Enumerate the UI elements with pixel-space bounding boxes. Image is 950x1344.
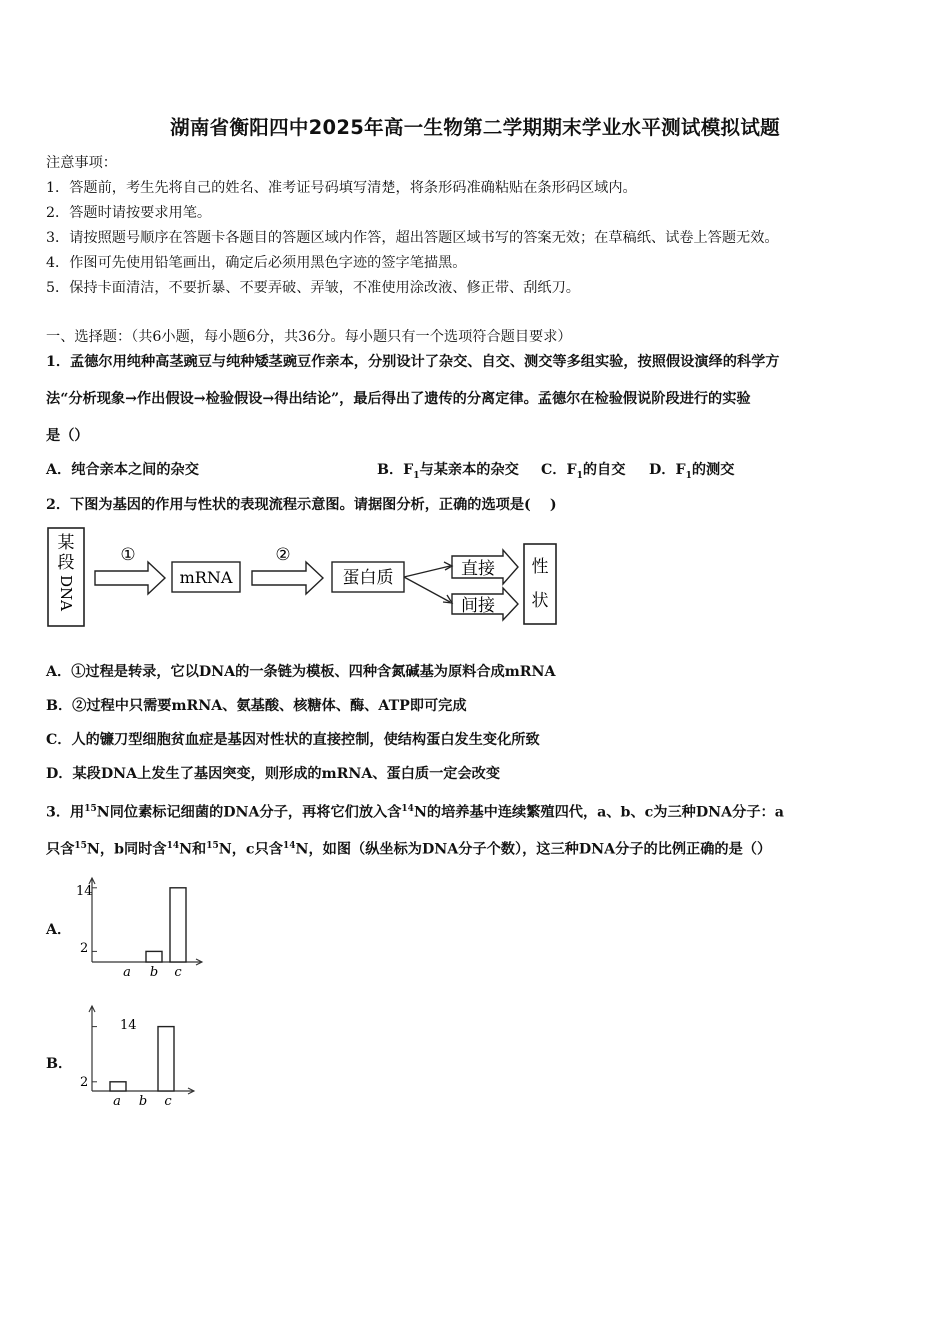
direct-label: 直接 bbox=[461, 559, 495, 579]
bar-b bbox=[146, 951, 162, 962]
note-item: 5．保持卡面清洁，不要折暴、不要弄破、弄皱，不准使用涂改液、修正带、刮纸刀。 bbox=[46, 280, 580, 296]
note-item: 3．请按照题号顺序在答题卡各题目的答题区域内作答，超出答题区域书写的答案无效；在草稿纸、试卷上答题无效。 bbox=[46, 230, 779, 246]
x-tick-label: c bbox=[164, 1094, 172, 1109]
x-tick-label: a bbox=[113, 1094, 121, 1109]
branch-indirect bbox=[404, 577, 450, 602]
bar-a bbox=[110, 1082, 126, 1091]
q3-stem-line2: 只含$^{15}$N，b同时含$^{14}$N和$^{15}$N，c只含$^{14}$N，如图（纵坐标为DNA分子个数），这三种DNA分子的比例正确的是（） bbox=[46, 841, 772, 858]
note-item: 4．作图可先使用铅笔画出，确定后必须用黑色字迹的签字笔描黑。 bbox=[46, 255, 467, 271]
q3-option-a-label: A． bbox=[46, 922, 72, 938]
protein-label: 蛋白质 bbox=[342, 568, 394, 588]
y-tick-label: 2 bbox=[80, 941, 89, 956]
dna-label-2: 段 bbox=[57, 553, 75, 573]
y-tick-label: 14 bbox=[76, 884, 93, 899]
chart-option-a bbox=[70, 872, 210, 982]
chart-option-b bbox=[70, 1002, 210, 1114]
page-title: 湖南省衡阳四中2025年高一生物第二学期期末学业水平测试模拟试题 bbox=[170, 116, 780, 139]
q2-option-a: A．①过程是转录，它以DNA的一条链为模板、四种含氮碱基为原料合成mRNA bbox=[46, 664, 556, 680]
q1-option-b: B．$F_1$与某亲本的杂交 bbox=[377, 462, 519, 481]
q1-stem-line2: 法“分析现象→作出假设→检验假设→得出结论”，最后得出了遗传的分离定律。孟德尔在检验假说阶段进行的实验 bbox=[46, 391, 751, 407]
step1-label: ① bbox=[120, 545, 136, 565]
arrow-step2 bbox=[252, 562, 323, 594]
bar-c bbox=[158, 1027, 174, 1091]
section-heading: 一、选择题：（共6小题，每小题6分，共36分。每小题只有一个选项符合题目要求） bbox=[46, 329, 572, 345]
q1-option-d: D．$F_1$的测交 bbox=[649, 462, 735, 481]
x-tick-label: b bbox=[149, 965, 159, 980]
x-tick-label: a bbox=[123, 965, 131, 980]
branch-direct bbox=[404, 566, 450, 577]
q1-option-c: C．$F_1$的自交 bbox=[541, 462, 626, 481]
note-item: 2．答题时请按要求用笔。 bbox=[46, 205, 212, 221]
notes-heading: 注意事项： bbox=[46, 155, 117, 171]
q2-stem: 2．下图为基因的作用与性状的表现流程示意图。请据图分析，正确的选项是( ) bbox=[46, 497, 557, 513]
trait-label-1: 性 bbox=[531, 557, 549, 577]
y-tick-label: 14 bbox=[120, 1018, 137, 1033]
q2-option-b: B．②过程中只需要mRNA、氨基酸、核糖体、酶、ATP即可完成 bbox=[46, 698, 467, 714]
q2-option-c: C．人的镰刀型细胞贫血症是基因对性状的直接控制，使结构蛋白发生变化所致 bbox=[46, 732, 540, 748]
q3-stem-line1: 3．用$^{15}$N同位素标记细菌的DNA分子，再将它们放入含$^{14}$N的培养基中连续繁殖四代，a、b、c为三种DNA分子：a bbox=[46, 804, 784, 821]
x-tick-label: c bbox=[174, 965, 182, 980]
q1-option-a: A．纯合亲本之间的杂交 bbox=[46, 462, 199, 478]
indirect-label: 间接 bbox=[461, 596, 495, 616]
bar-c bbox=[170, 888, 186, 962]
x-tick-label: b bbox=[138, 1094, 148, 1109]
gene-expression-diagram bbox=[40, 522, 570, 634]
trait-box bbox=[524, 544, 556, 624]
mrna-label: mRNA bbox=[179, 568, 233, 587]
trait-label-2: 状 bbox=[531, 591, 549, 611]
dna-label-3: DNA bbox=[57, 575, 75, 611]
note-item: 1．答题前，考生先将自己的姓名、准考证号码填写清楚，将条形码准确粘贴在条形码区域内。 bbox=[46, 180, 637, 196]
step2-label: ② bbox=[275, 545, 291, 565]
q3-option-b-label: B． bbox=[46, 1056, 73, 1072]
q1-stem-line3: 是（） bbox=[46, 428, 89, 444]
y-tick-label: 2 bbox=[80, 1075, 89, 1090]
arrow-step1 bbox=[95, 562, 165, 594]
q1-stem-line1: 1．孟德尔用纯种高茎豌豆与纯种矮茎豌豆作亲本，分别设计了杂交、自交、测交等多组实验，按照假设演绎的科学方 bbox=[46, 354, 780, 370]
q2-option-d: D．某段DNA上发生了基因突变，则形成的mRNA、蛋白质一定会改变 bbox=[46, 766, 501, 782]
dna-label-1: 某 bbox=[57, 533, 75, 553]
